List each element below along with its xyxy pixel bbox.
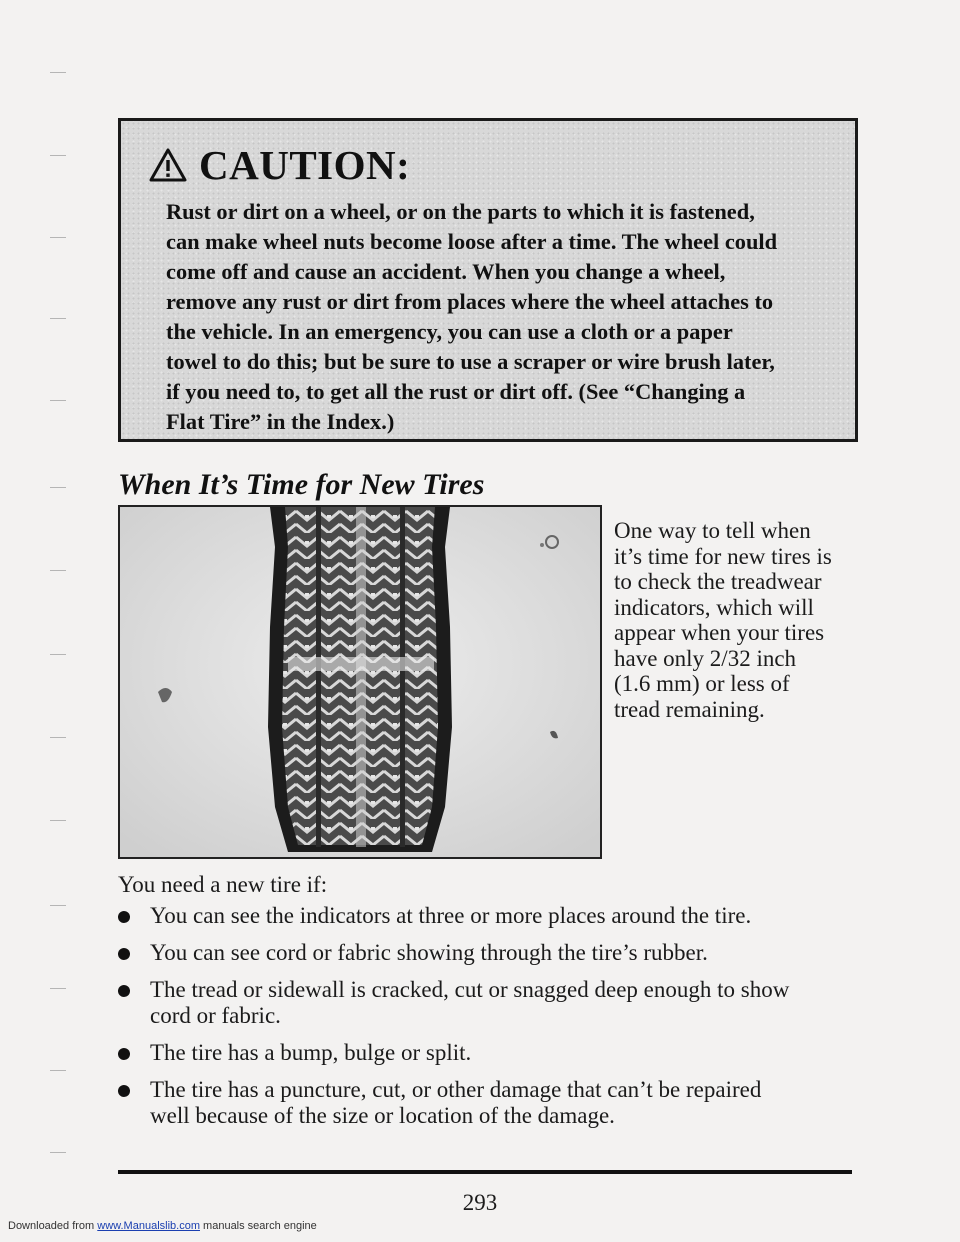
warning-triangle-icon [149, 148, 187, 182]
caution-title: CAUTION: [199, 142, 411, 188]
paragraph-line: (1.6 mm) or less of [614, 671, 790, 696]
bullet-icon [118, 948, 130, 960]
bullet-icon [118, 911, 130, 923]
margin-tick [50, 1152, 66, 1153]
footer-divider [118, 1170, 852, 1174]
treadwear-paragraph [614, 518, 854, 722]
list-item [118, 1077, 853, 1129]
page-number: 293 [462, 1190, 498, 1215]
margin-tick [50, 570, 66, 571]
list-item-line: The tire has a puncture, cut, or other damage that can’t be repaired [150, 1077, 762, 1102]
caution-line: come off and cause an accident. When you change a wheel, [166, 259, 726, 284]
caution-line: Flat Tire” in the Index.) [166, 409, 395, 434]
margin-tick [50, 487, 66, 488]
caution-text [166, 197, 831, 437]
margin-tick [50, 318, 66, 319]
paragraph-line: to check the treadwear [614, 569, 822, 594]
list-item [118, 903, 853, 929]
bullet-icon [118, 985, 130, 997]
margin-tick [50, 72, 66, 73]
footer-prefix: Downloaded from [8, 1220, 95, 1232]
bullet-icon [118, 1048, 130, 1060]
caution-line: can make wheel nuts become loose after a time. The wheel could [166, 229, 778, 254]
tire-illustration [118, 505, 602, 859]
paragraph-line: appear when your tires [614, 620, 825, 645]
caution-line: remove any rust or dirt from places where the wheel attaches to [166, 289, 774, 314]
margin-tick [50, 988, 66, 989]
paragraph-line: tread remaining. [614, 696, 765, 722]
margin-tick [50, 400, 66, 401]
paragraph-line: One way to tell when [614, 518, 811, 543]
footer-suffix: manuals search engine [203, 1220, 317, 1232]
manualslib-link[interactable]: www.Manualslib.com [97, 1220, 200, 1232]
margin-tick [50, 1070, 66, 1071]
paragraph-line: indicators, which will [614, 594, 814, 620]
caution-header [149, 141, 410, 189]
list-intro: You need a new tire if: [118, 872, 328, 897]
margin-tick [50, 155, 66, 156]
caution-line: the vehicle. In an emergency, you can use a cloth or a paper [166, 319, 733, 344]
list-item-line: The tire has a bump, bulge or split. [150, 1040, 472, 1065]
list-item-line: well because of the size or location of the damage. [150, 1103, 615, 1128]
margin-tick [50, 905, 66, 906]
list-item [118, 940, 853, 966]
margin-tick [50, 654, 66, 655]
list-item-line: cord or fabric. [150, 1003, 281, 1028]
caution-box [118, 118, 858, 442]
list-item-line: You can see cord or fabric showing through the tire’s rubber. [150, 940, 708, 965]
list-item-line: The tread or sidewall is cracked, cut or snagged deep enough to show [150, 977, 790, 1002]
bullet-list [118, 903, 853, 1140]
paragraph-line: have only 2/32 inch [614, 645, 797, 671]
list-item-line: You can see the indicators at three or more places around the tire. [150, 903, 752, 928]
caution-line: towel to do this; but be sure to use a scraper or wire brush later, [166, 349, 775, 374]
caution-line: Rust or dirt on a wheel, or on the parts to which it is fastened, [166, 199, 755, 224]
paragraph-line: it’s time for new tires is [614, 543, 832, 569]
list-item [118, 1040, 853, 1066]
margin-tick [50, 737, 66, 738]
bullet-icon [118, 1085, 130, 1097]
margin-tick [50, 237, 66, 238]
section-title: When It’s Time for New Tires [118, 468, 485, 501]
margin-tick [50, 820, 66, 821]
list-item [118, 977, 853, 1029]
download-footer [8, 1220, 317, 1232]
caution-line: if you need to, to get all the rust or dirt off. (See “Changing a [166, 379, 746, 404]
